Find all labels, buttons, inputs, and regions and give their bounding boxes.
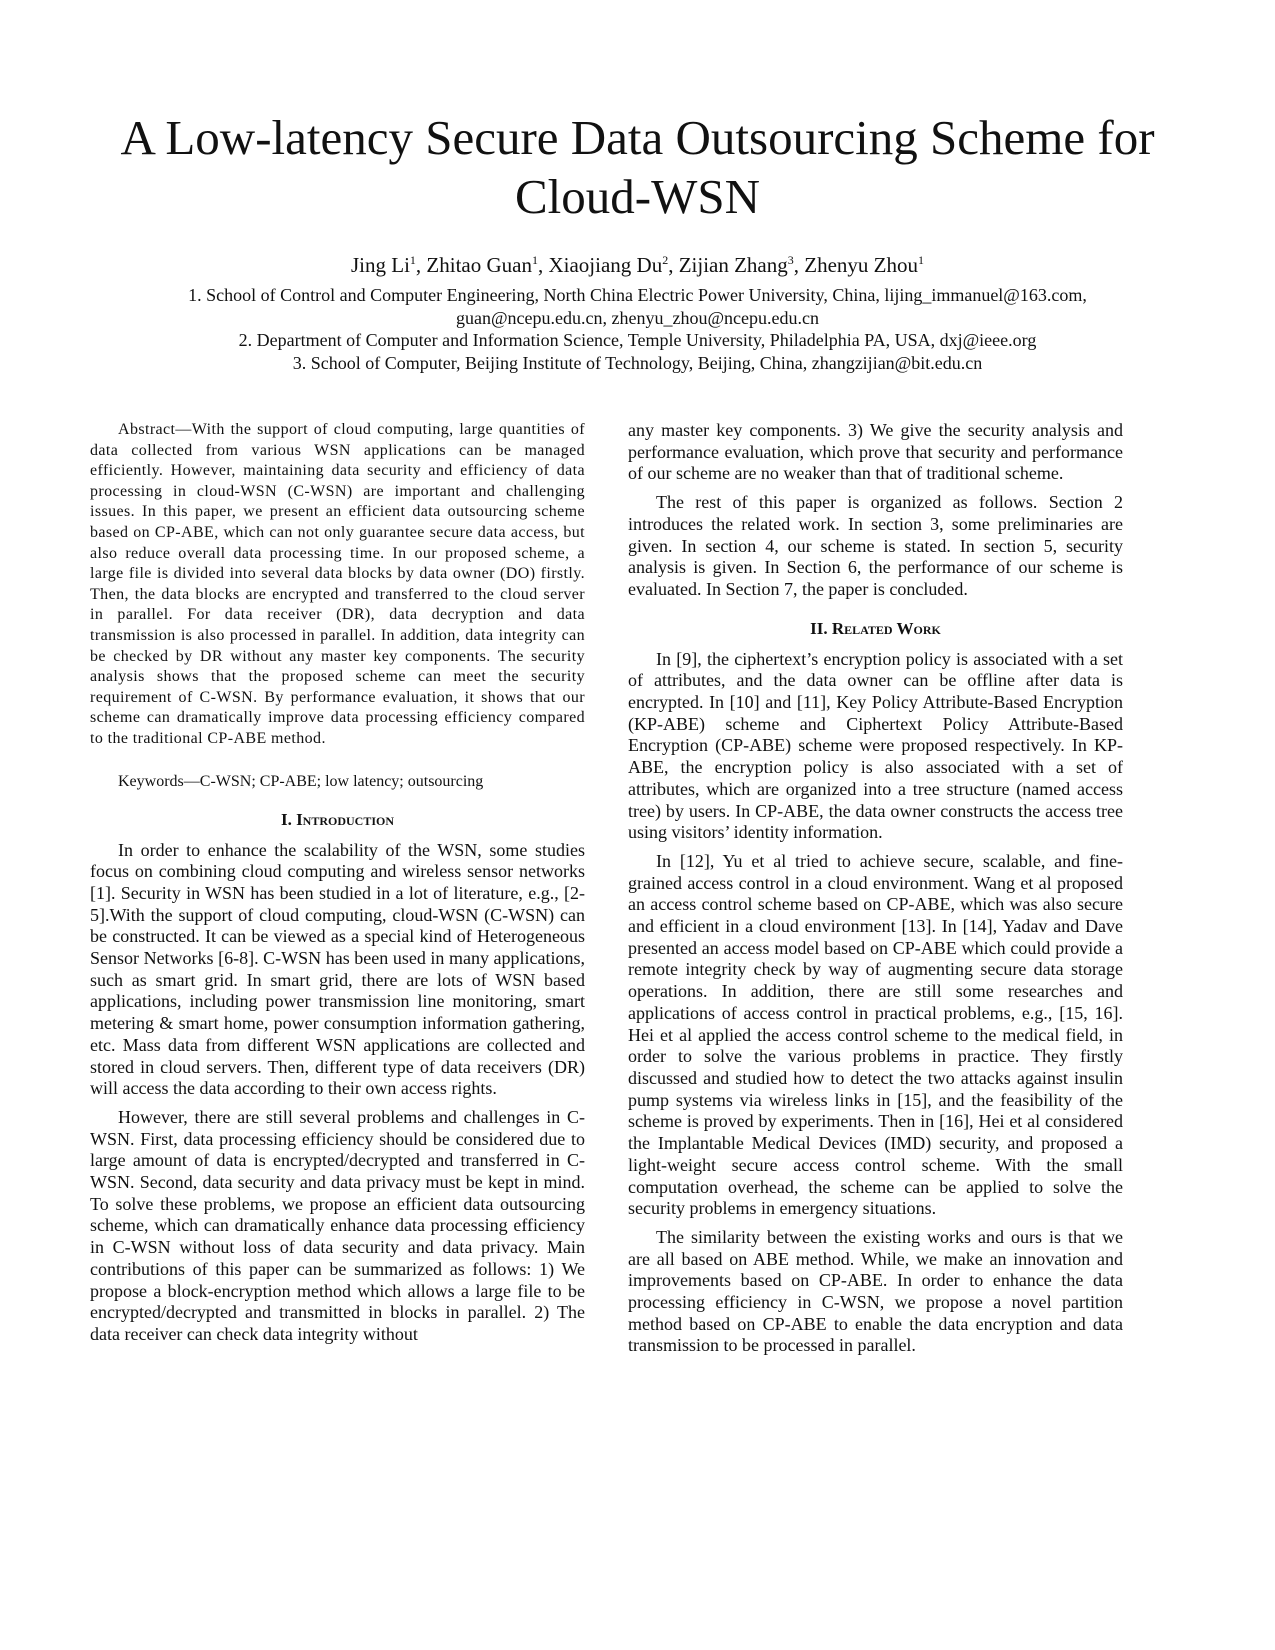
section-heading-related-work: II. Related Work bbox=[810, 618, 941, 638]
author: Jing Li$^1$, bbox=[350, 253, 427, 277]
intro-paragraph: In order to enhance the scalability of the WSN, some studies focus on combining cloud computing and wireless sensor networks [1]. Security in WSN has been studied in a lot of literature, e.g., [2-5].With the support of cloud computing, cloud-WSN (C-WSN) can be constructed. It can be viewed as a special kind of Heterogeneous Sensor Networks [6-8]. C-WSN has been used in many applications, such as smart grid. In smart grid, there are lots of WSN based applications, including power transmission line monitoring, smart metering & smart home, power consumption information gathering, etc. Mass data from different WSN applications are collected and stored in cloud servers. Then, different type of data receivers (DR) will access the data according to their own access rights. bbox=[90, 839, 585, 1099]
paper-title: A Low-latency Secure Data Outsourcing Scheme for Cloud-WSN bbox=[120, 110, 1155, 224]
section-heading-introduction: I. Introduction bbox=[280, 809, 395, 829]
keywords: Keywords—C-WSN; CP-ABE; low latency; outsourcing bbox=[118, 772, 484, 790]
intro-paragraph: However, there are still several problems and challenges in C-WSN. First, data processing efficiency should be considered due to large amount of data is encrypted/decrypted and transferred in C-WSN. Second, data security and data privacy must be kept in mind. To solve these problems, we propose an efficient data outsourcing scheme, which can dramatically enhance data processing efficiency in C-WSN without loss of data security and data privacy. Main contributions of this paper can be summarized as follows: 1) We propose a block-encryption method which allows a large file to be encrypted/decrypted and transmitted in blocks in parallel. 2) The data receiver can check data integrity without bbox=[90, 1106, 585, 1344]
left-column bbox=[90, 420, 585, 1353]
affiliation-3: 3. School of Computer, Beijing Institute of Technology, Beijing, China, zhangzijian@bit.edu.cn bbox=[292, 353, 983, 373]
author: Zhitao Guan$^1$, bbox=[426, 253, 549, 277]
related-paragraph: In [12], Yu et al tried to achieve secure, scalable, and fine-grained access control in a cloud environment. Wang et al proposed an access control scheme based on CP-ABE, which was also secure and efficient in a cloud environment [13]. In [14], Yadav and Dave presented an access model based on CP-ABE which could provide a remote integrity check by way of augmenting secure data storage operations. In addition, there are still some researches and applications of access control in practical problems, e.g., [15, 16]. Hei et al applied the access control scheme to the medical field, in order to solve the various problems in practice. They firstly discussed and studied how to detect the two attacks against insulin pump systems via wireless links in [15], and the feasibility of the scheme is proved by experiments. Then in [16], Hei et al considered the Implantable Medical Devices (IMD) security, and proposed a light-weight secure access control scheme. With the small computation overhead, the scheme can be applied to solve the security problems in emergency situations. bbox=[628, 850, 1123, 1219]
right-column bbox=[628, 420, 1123, 1364]
related-paragraph: The similarity between the existing works and ours is that we are all based on ABE method. While, we make an innovation and improvements based on CP-ABE. In order to enhance the data processing efficiency in C-WSN, we propose a novel partition method based on CP-ABE to enable the data encryption and data transmission to be processed in parallel. bbox=[628, 1226, 1123, 1356]
affiliation-1-line-1: 1. School of Control and Computer Engineering, North China Electric Power University, China, lijing_immanuel@163.com, bbox=[188, 285, 1087, 305]
organization-paragraph: The rest of this paper is organized as follows. Section 2 introduces the related work. In section 3, some preliminaries are given. In section 4, our scheme is stated. In section 5, security analysis is given. In Section 6, the performance of our scheme is evaluated. In Section 7, the paper is concluded. bbox=[628, 492, 1123, 599]
author: Xiaojiang Du$^2$, bbox=[548, 253, 679, 277]
contributions-continued: any master key components. 3) We give the security analysis and performance evaluation, which prove that security and performance of our scheme are no weaker than that of traditional scheme. bbox=[628, 420, 1123, 484]
author: Zhenyu Zhou$^1$ bbox=[804, 253, 924, 277]
affiliation-1-line-2: guan@ncepu.edu.cn, zhenyu_zhou@ncepu.edu.cn bbox=[455, 308, 820, 328]
affiliation-2: 2. Department of Computer and Information Science, Temple University, Philadelphia PA, USA, dxj@ieee.org bbox=[238, 330, 1037, 350]
author-list bbox=[60, 252, 1215, 278]
related-paragraph: In [9], the ciphertext’s encryption policy is associated with a set of attributes, and the data owner can be offline after data is encrypted. In [10] and [11], Key Policy Attribute-Based Encryption (KP-ABE) scheme and Ciphertext Policy Attribute-Based Encryption (CP-ABE) scheme were proposed respectively. In KP-ABE, the encryption policy is also associated with a set of attributes, which are organized into a tree structure (named access tree) by users. In CP-ABE, the data owner constructs the access tree using visitors’ identity information. bbox=[628, 648, 1123, 843]
abstract: Abstract—With the support of cloud computing, large quantities of data collected from various WSN applications can be managed efficiently. However, maintaining data security and efficiency of data processing in cloud-WSN (C-WSN) are important and challenging issues. In this paper, we present an efficient data outsourcing scheme based on CP-ABE, which can not only guarantee secure data access, but also reduce overall data processing time. In our proposed scheme, a large file is divided into several data blocks by data owner (DO) firstly. Then, the data blocks are encrypted and transferred to the cloud server in parallel. For data receiver (DR), data decryption and data transmission is also processed in parallel. In addition, data integrity can be checked by DR without any master key components. The security analysis shows that the proposed scheme can meet the security requirement of C-WSN. By performance evaluation, it shows that our scheme can dramatically improve data processing efficiency compared to the traditional CP-ABE method. bbox=[90, 421, 585, 747]
author: Zijian Zhang$^3$, bbox=[678, 253, 805, 277]
